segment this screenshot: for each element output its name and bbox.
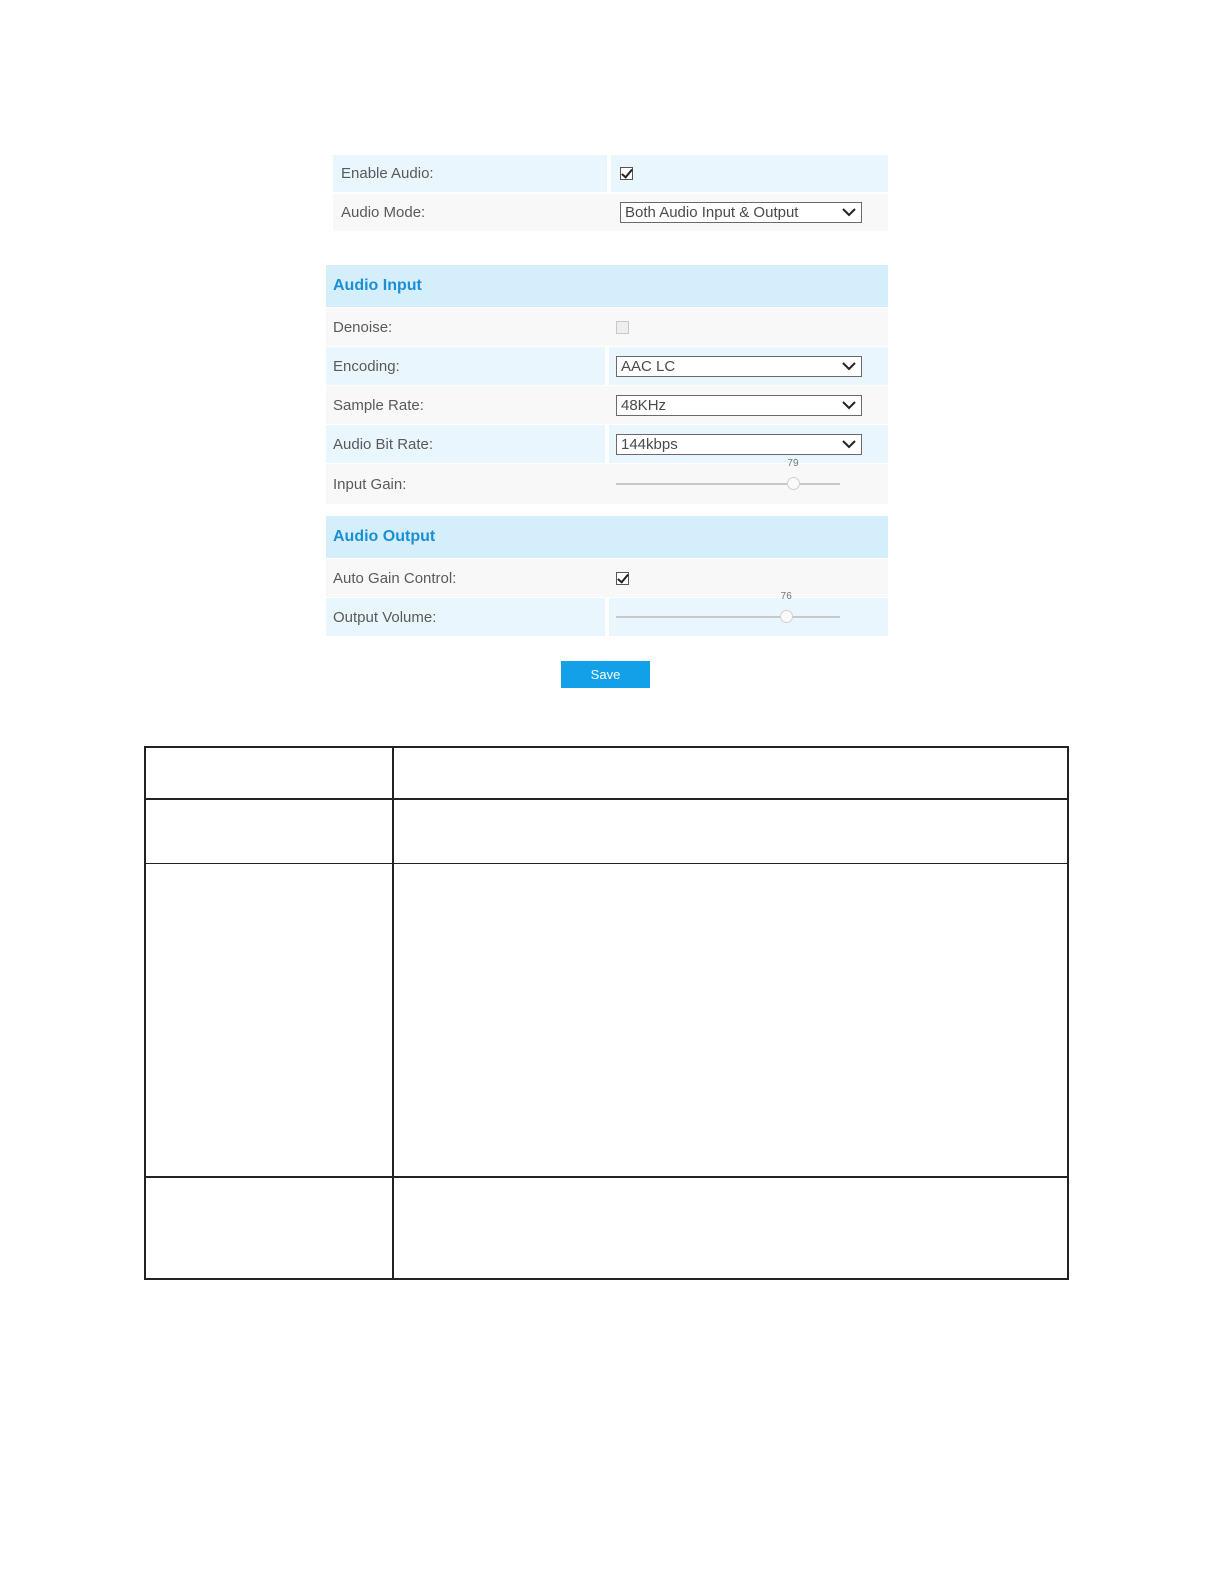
slider-track [616,483,840,485]
chevron-down-icon [841,204,857,220]
output-volume-slider[interactable] [616,591,840,627]
row-divider [605,598,609,636]
bit-rate-label: Audio Bit Rate: [333,435,434,453]
table-cell [145,747,393,799]
table-row [145,799,1068,863]
table-cell [393,1177,1068,1279]
output-volume-label: Output Volume: [333,608,437,626]
input-gain-row [326,458,888,504]
slider-track [616,616,840,618]
encoding-select[interactable] [616,356,862,377]
chevron-down-icon [841,397,857,413]
bit-rate-value: 144kbps [621,435,678,453]
auto-gain-label: Auto Gain Control: [333,569,457,587]
output-volume-row [326,591,888,636]
table-cell [145,1177,393,1279]
bit-rate-row [326,425,888,463]
sample-rate-label: Sample Rate: [333,396,424,414]
row-divider [605,347,609,385]
encoding-label: Encoding: [333,357,400,375]
enable-audio-checkbox[interactable] [620,167,633,180]
table-row [145,863,1068,1177]
audio-mode-value: Both Audio Input & Output [625,204,799,221]
encoding-row [326,347,888,385]
audio-mode-label: Audio Mode: [341,204,426,221]
table-cell [145,799,393,863]
denoise-label: Denoise: [333,318,393,336]
input-gain-value: 79 [787,458,799,469]
row-divider [607,155,611,192]
table-cell [393,863,1068,1177]
input-gain-slider[interactable] [616,458,840,494]
row-divider [605,425,609,463]
audio-input-header: Audio Input [326,265,888,307]
table-row [145,747,1068,799]
table-cell [145,863,393,1177]
table-cell [393,747,1068,799]
sample-rate-select[interactable] [616,395,862,416]
output-volume-value: 76 [780,591,792,602]
enable-audio-row [333,155,888,192]
sample-rate-row [326,386,888,424]
audio-mode-row [333,194,888,231]
chevron-down-icon [841,358,857,374]
auto-gain-checkbox[interactable] [616,572,629,585]
auto-gain-row [326,559,888,597]
encoding-value: AAC LC [621,357,676,375]
slider-thumb[interactable] [787,477,800,490]
input-gain-label: Input Gain: [333,475,407,493]
enable-audio-label: Enable Audio: [341,165,434,182]
sample-rate-value: 48KHz [621,396,667,414]
table-row [145,1177,1068,1279]
parameter-table [144,746,1069,1280]
chevron-down-icon [841,436,857,452]
audio-mode-select[interactable] [620,202,862,223]
slider-thumb[interactable] [780,610,793,623]
table-cell [393,799,1068,863]
audio-output-header: Audio Output [326,516,888,558]
denoise-checkbox[interactable] [616,321,629,334]
save-button[interactable]: Save [561,661,650,688]
bit-rate-select[interactable] [616,434,862,455]
denoise-row [326,308,888,346]
